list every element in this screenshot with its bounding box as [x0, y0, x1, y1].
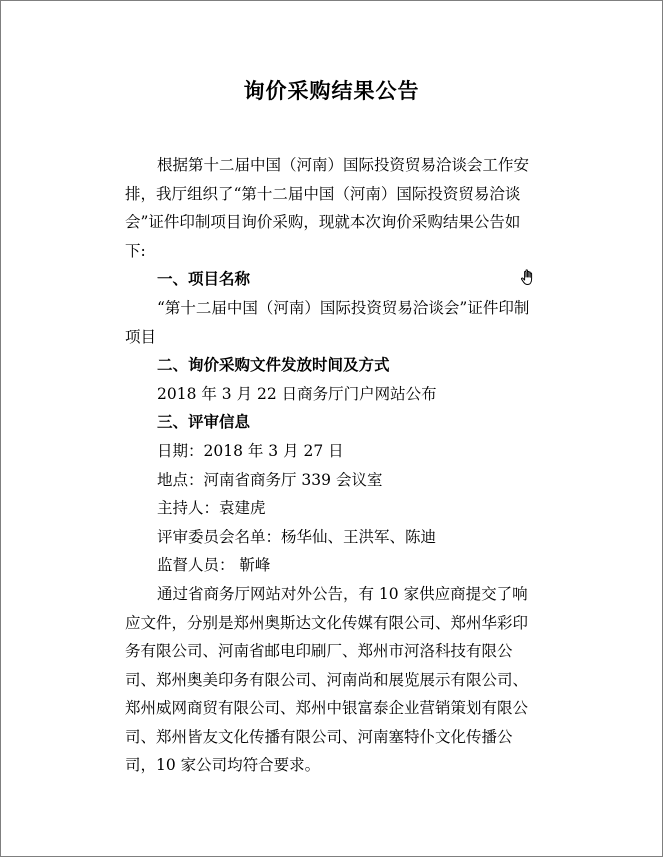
review-supervisor: 监督人员： 靳峰 — [157, 556, 271, 575]
review-location: 地点：河南省商务厅 339 会议室 — [157, 470, 383, 489]
section-heading-review-info: 三、评审信息 — [157, 413, 251, 432]
review-committee: 评审委员会名单：杨华仙、王洪军、陈迪 — [157, 527, 437, 546]
conclusion-paragraph: 通过省商务厅网站对外公告，有 10 家供应商提交了响应文件，分别是郑州奥斯达文化传媒有限公司、郑州华彩印务有限公司、河南省邮电印刷厂、郑州市河洛科技有限公司、郑州奥美印务有限公司、河南尚和展览展示有限公司、郑州威网商贸有限公司、郑州中银富泰企业营销策划有限公司、郑州皆友文化传播有限公司、河南塞特仆文化传播公司，10 家公司均符合要求。 — [125, 584, 529, 775]
issue-time-text: 2018 年 3 月 22 日商务厅门户网站公布 — [157, 384, 437, 403]
section-heading-project-name: 一、项目名称 — [157, 270, 251, 289]
review-host: 主持人：袁建虎 — [157, 499, 266, 518]
review-date: 日期：2018 年 3 月 27 日 — [157, 441, 344, 460]
hand-pointer-icon — [518, 267, 540, 289]
section-heading-issue-time: 二、询价采购文件发放时间及方式 — [157, 356, 390, 375]
page-title: 询价采购结果公告 — [243, 79, 420, 103]
intro-paragraph: 根据第十二届中国（河南）国际投资贸易洽谈会工作安排，我厅组织了“第十二届中国（河南）国际投资贸易洽谈会”证件印制项目询价采购，现就本次询价采购结果公告如下: — [125, 156, 530, 260]
document-body — [125, 151, 539, 780]
project-name-text: “第十二届中国（河南）国际投资贸易洽谈会”证件印制项目 — [125, 298, 530, 346]
